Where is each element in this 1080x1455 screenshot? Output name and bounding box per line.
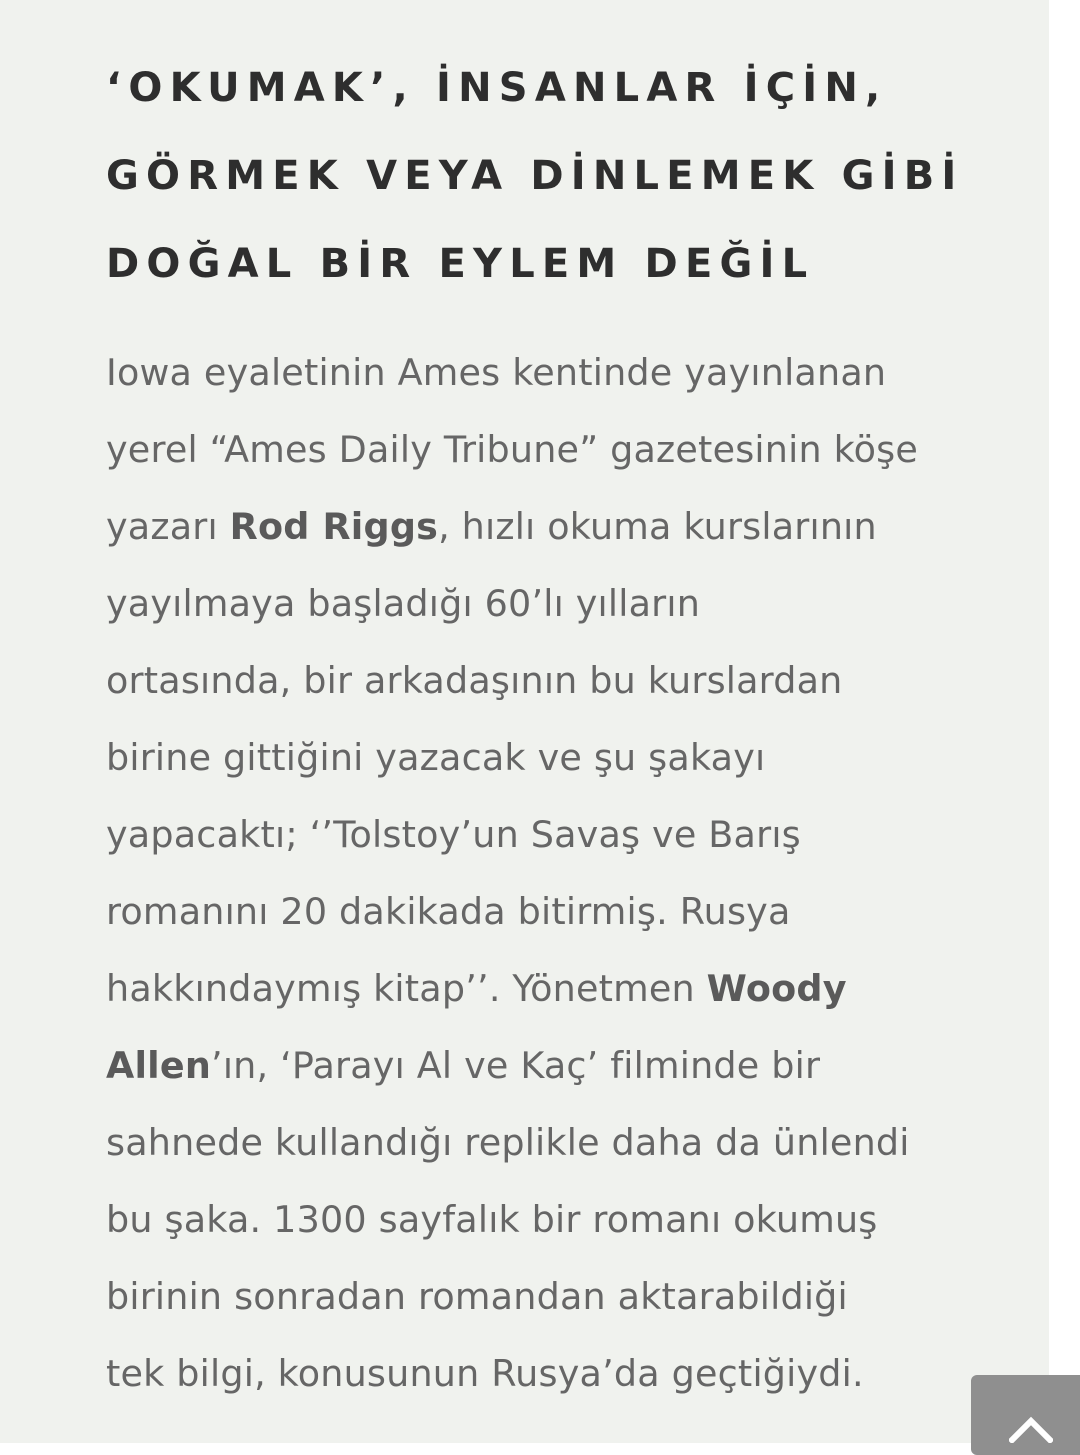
- heading-line: GÖRMEK VEYA DİNLEMEK GİBİ: [106, 153, 964, 199]
- heading-line: DOĞAL BİR EYLEM DEĞİL: [106, 241, 815, 287]
- body-line: [106, 565, 918, 642]
- text: ortasında, bir arkadaşının bu kurslardan: [106, 659, 843, 702]
- text: birine gittiğini yazacak ve şu şakayı: [106, 736, 766, 779]
- body-line: [106, 950, 918, 1027]
- text: ’ın, ‘Parayı Al ve Kaç’ filminde bir: [211, 1044, 821, 1087]
- text: yerel “Ames Daily Tribune” gazetesinin köşe: [106, 428, 919, 471]
- text: yayılmaya başladığı 60’lı yılların: [106, 582, 701, 625]
- bold-name-rod-riggs: Rod Riggs: [229, 505, 439, 548]
- body-line: [106, 1181, 918, 1258]
- body-line: [106, 1335, 918, 1412]
- scroll-to-top-button[interactable]: [971, 1375, 1080, 1455]
- text: tek bilgi, konusunun Rusya’da geçtiğiydi.: [106, 1352, 864, 1395]
- body-line: [106, 1258, 918, 1335]
- article: [106, 44, 986, 1395]
- text: romanını 20 dakikada bitirmiş. Rusya: [106, 890, 791, 933]
- body-line: [106, 796, 918, 873]
- body-line: [106, 411, 918, 488]
- heading-line: ‘OKUMAK’, İNSANLAR İÇİN,: [106, 65, 888, 111]
- body-line: [106, 1027, 918, 1104]
- body-line: [106, 488, 918, 565]
- body-line: [106, 719, 918, 796]
- text: bu şaka. 1300 sayfalık bir romanı okumuş: [106, 1198, 878, 1241]
- text: yapacaktı; ‘’Tolstoy’un Savaş ve Barış: [106, 813, 801, 856]
- text: yazarı: [106, 505, 230, 548]
- bold-name-allen: Allen: [106, 1044, 212, 1087]
- text: sahnede kullandığı replikle daha da ünlendi: [106, 1121, 910, 1164]
- body-line: [106, 1104, 918, 1181]
- text: birinin sonradan romandan aktarabildiği: [106, 1275, 848, 1318]
- text: , hızlı okuma kurslarının: [438, 505, 877, 548]
- body-line: [106, 334, 918, 411]
- body-line: [106, 873, 918, 950]
- chevron-up-icon: [1009, 1413, 1053, 1443]
- article-body: [106, 334, 918, 1412]
- article-heading: [106, 44, 986, 308]
- body-line: [106, 642, 918, 719]
- text: hakkındaymış kitap’’. Yönetmen: [106, 967, 707, 1010]
- text: Iowa eyaletinin Ames kentinde yayınlanan: [106, 351, 887, 394]
- bold-name-woody: Woody: [706, 967, 847, 1010]
